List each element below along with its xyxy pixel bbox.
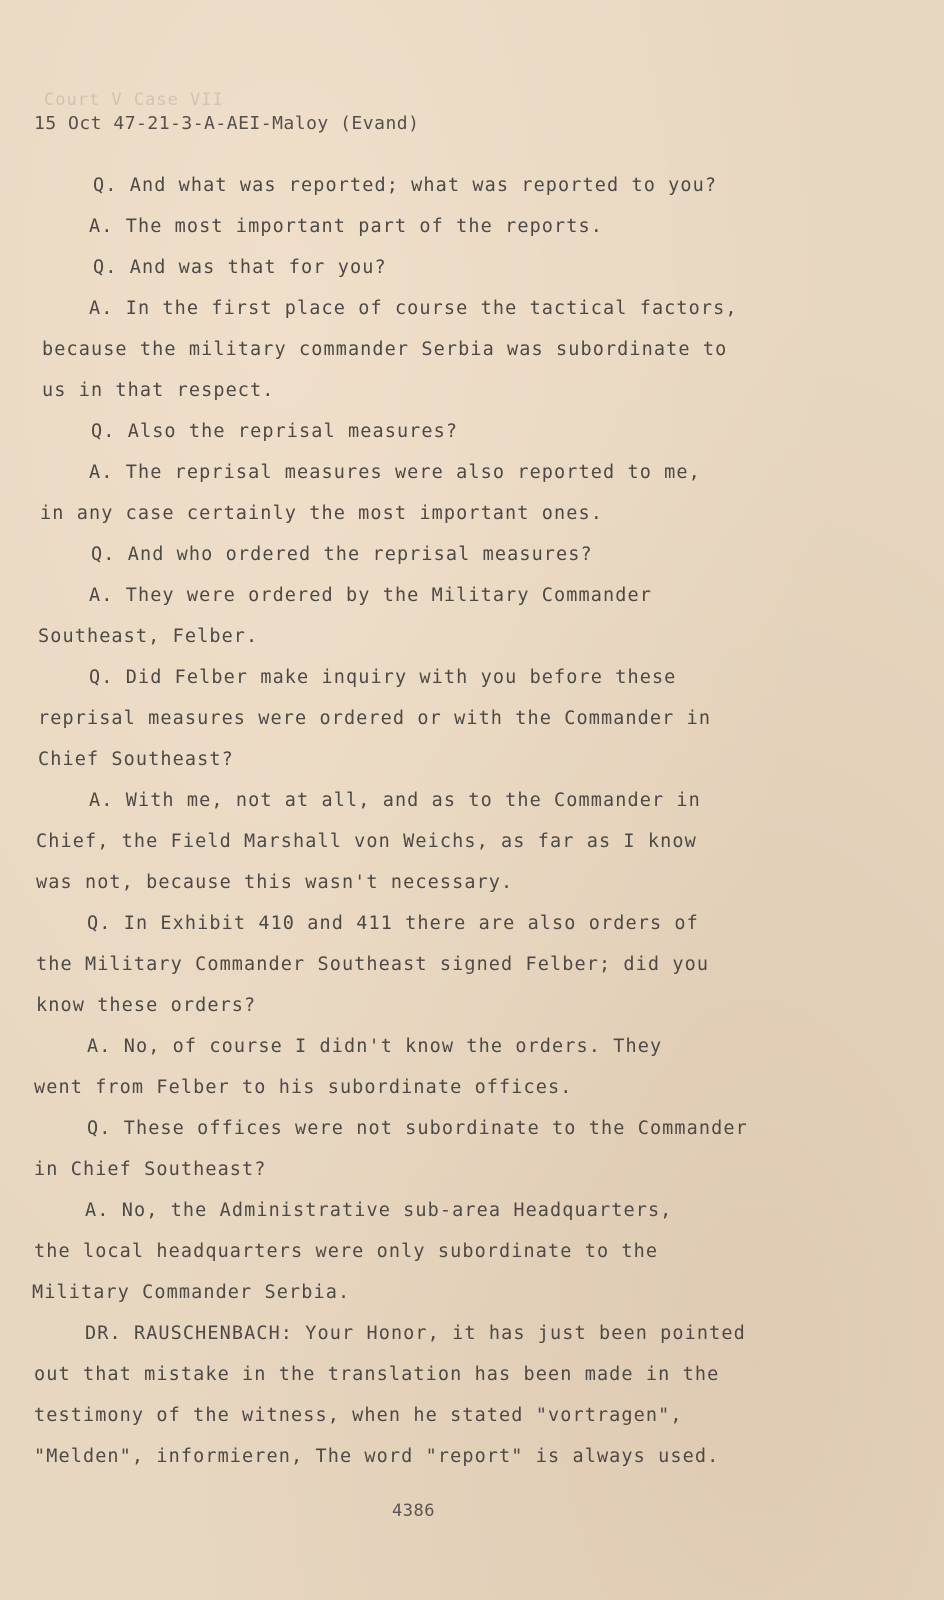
page-number: 4386 (392, 1501, 435, 1521)
document-header: 15 Oct 47-21-3-A-AEI-Maloy (Evand) (34, 113, 420, 134)
transcript-line: A. The reprisal measures were also reported to me, (89, 462, 701, 483)
transcript-line: Chief, the Field Marshall von Weichs, as far as I know (36, 831, 697, 852)
transcript-line: Chief Southeast? (38, 749, 234, 770)
transcript-line: us in that respect. (42, 380, 275, 401)
transcript-line: "Melden", informieren, The word "report" is always used. (34, 1446, 720, 1467)
transcript-line: was not, because this wasn't necessary. (36, 872, 514, 893)
transcript-line: know these orders? (36, 995, 257, 1016)
faded-header: Court V Case VII (44, 90, 224, 110)
transcript-line: A. The most important part of the reports. (89, 216, 603, 237)
transcript-line: out that mistake in the translation has been made in the (34, 1364, 720, 1385)
transcript-line: testimony of the witness, when he stated "vortragen", (34, 1405, 683, 1426)
transcript-line: A. No, the Administrative sub-area Headquarters, (85, 1200, 673, 1221)
transcript-line: Q. And who ordered the reprisal measures? (91, 544, 593, 565)
transcript-line: Military Commander Serbia. (32, 1282, 351, 1303)
transcript-line: A. No, of course I didn't know the orders. They (87, 1036, 663, 1057)
transcript-line: Q. In Exhibit 410 and 411 there are also orders of (87, 913, 699, 934)
transcript-line: A. They were ordered by the Military Commander (89, 585, 652, 606)
transcript-line: DR. RAUSCHENBACH: Your Honor, it has just been pointed (85, 1323, 746, 1344)
transcript-line: Q. Did Felber make inquiry with you before these (89, 667, 677, 688)
transcript-line: went from Felber to his subordinate offices. (34, 1077, 573, 1098)
transcript-line: A. In the first place of course the tactical factors, (89, 298, 738, 319)
transcript-line: in Chief Southeast? (34, 1159, 267, 1180)
transcript-line: Q. And was that for you? (93, 257, 387, 278)
transcript-line: because the military commander Serbia was subordinate to (42, 339, 728, 360)
transcript-line: in any case certainly the most important ones. (40, 503, 603, 524)
transcript-line: Southeast, Felber. (38, 626, 259, 647)
transcript-line: A. With me, not at all, and as to the Commander in (89, 790, 701, 811)
transcript-line: Q. And what was reported; what was reported to you? (93, 175, 718, 196)
transcript-line: the Military Commander Southeast signed Felber; did you (36, 954, 710, 975)
transcript-line: the local headquarters were only subordinate to the (34, 1241, 659, 1262)
transcript-line: reprisal measures were ordered or with the Commander in (38, 708, 712, 729)
transcript-line: Q. These offices were not subordinate to the Commander (87, 1118, 748, 1139)
transcript-line: Q. Also the reprisal measures? (91, 421, 459, 442)
